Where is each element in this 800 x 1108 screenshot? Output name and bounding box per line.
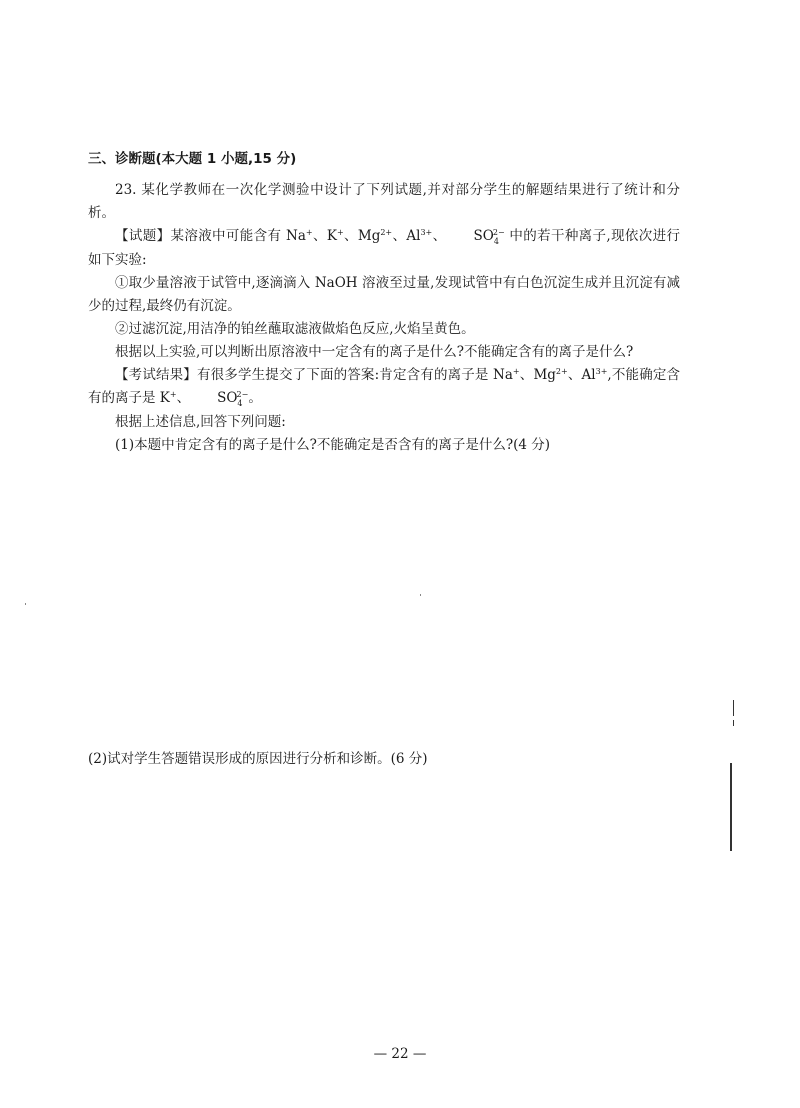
separator: 、 (567, 367, 582, 383)
so4-charge: 2− (492, 228, 505, 237)
separator: 、 (432, 228, 447, 244)
scan-mark (733, 700, 734, 716)
al-charge: 3+ (420, 228, 433, 237)
section-title: 三、诊断题(本大题 1 小题,15 分) (88, 151, 297, 167)
separator: 、 (176, 390, 191, 406)
na-charge: + (305, 228, 313, 237)
question-text: 根据以上实验,可以判断出原溶液中一定含有的离子是什么?不能确定含有的离子是什么? (115, 344, 634, 360)
al-charge: 3+ (595, 367, 608, 376)
ion-mg: Mg (533, 367, 556, 383)
problem-text-a: 某溶液中可能含有 Na (170, 228, 306, 244)
sub-question-1: (1)本题中肯定含有的离子是什么?不能确定是否含有的离子是什么?(4 分) (115, 437, 551, 453)
so4-charge: 2− (236, 390, 249, 399)
page-number: — 22 — (373, 1046, 427, 1062)
ion-k: K (326, 228, 337, 244)
separator: 、 (343, 228, 358, 244)
mg-charge: 2+ (380, 228, 393, 237)
ion-al: Al (581, 367, 596, 383)
sub-question-2: (2)试对学生答题错误形成的原因进行分析和诊断。(6 分) (88, 750, 428, 767)
scan-mark (25, 603, 26, 605)
separator: 、 (312, 228, 327, 244)
ion-so4 (446, 225, 504, 249)
exam-result (88, 364, 680, 411)
ion-mg: Mg (357, 228, 381, 244)
result-label: 【考试结果】 (115, 367, 197, 383)
k-charge: + (169, 390, 177, 399)
scan-mark (730, 763, 732, 851)
ion-al: Al (406, 228, 421, 244)
mg-charge: 2+ (555, 367, 568, 376)
separator: 、 (519, 367, 534, 383)
na-charge: + (512, 367, 520, 376)
ion-so4 (190, 387, 248, 411)
instruction: 根据上述信息,回答下列问题: (115, 414, 286, 430)
period: 。 (248, 390, 262, 406)
question-block (88, 148, 680, 457)
scan-mark (733, 720, 734, 726)
so4-subscript: 4 (237, 399, 243, 408)
k-charge: + (336, 228, 344, 237)
separator: 、 (392, 228, 407, 244)
so4-subscript: 4 (493, 237, 499, 246)
problem-label: 【试题】 (115, 228, 171, 244)
problem-statement (88, 225, 680, 272)
ion-so: SO (473, 228, 494, 244)
problem-text-b: 中的若干种离子,现依次进行如下实验: (88, 228, 681, 268)
question-intro: 23. 某化学教师在一次化学测验中设计了下列试题,并对部分学生的解题结果进行了统计和分析。 (88, 182, 680, 221)
result-text-b: ,不能确定含有的离子是 K (88, 367, 681, 406)
ion-so: SO (217, 390, 238, 406)
experiment-step-2: ②过滤沉淀,用洁净的铂丝蘸取滤液做焰色反应,火焰呈黄色。 (115, 321, 475, 337)
experiment-step-1: ①取少量溶液于试管中,逐滴滴入 NaOH 溶液至过量,发现试管中有白色沉淀生成并且沉淀有减少的过程,最终仍有沉淀。 (88, 275, 680, 314)
result-text-a: 有很多学生提交了下面的答案:肯定含有的离子是 Na (196, 367, 513, 383)
scan-mark (420, 594, 421, 596)
